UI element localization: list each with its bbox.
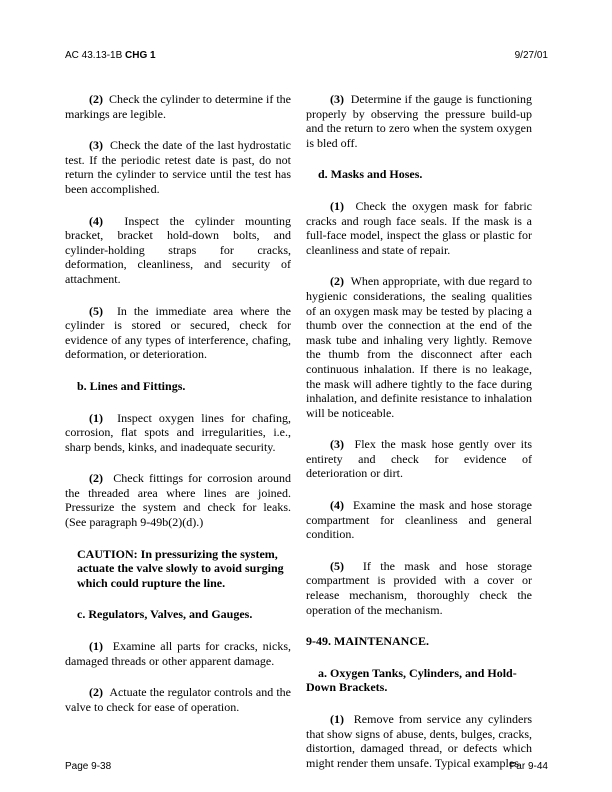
paragraph	[306, 712, 532, 770]
paragraph-number: (4)	[330, 498, 344, 513]
right-column	[306, 92, 532, 787]
paragraph-number: (5)	[89, 303, 103, 318]
subsection-heading: a. Oxygen Tanks, Cylinders, and Hold-Down Brackets.	[306, 665, 517, 695]
paragraph-text: Check fittings for corrosion around the threaded area where lines are joined. Pressurize the system and check for leaks. (See paragraph 9-49b(2)(d).)	[65, 471, 291, 530]
paragraph	[65, 471, 291, 529]
change-number: CHG 1	[125, 50, 156, 61]
paragraph-number: (2)	[89, 685, 103, 700]
paragraph	[306, 274, 532, 420]
paragraph-text: Check the date of the last hydrostatic test. If the periodic retest date is past, do not return the cylinder to service until the test has been accomplished.	[65, 138, 291, 196]
paragraph	[65, 639, 291, 668]
paragraph	[65, 304, 291, 362]
paragraph-text: Examine all parts for cracks, nicks, damaged threads or other apparent damage.	[65, 639, 292, 668]
paragraph-text: Flex the mask hose gently over its entirety and check for evidence of deterioration or dirt.	[306, 437, 533, 481]
paragraph-number: (1)	[330, 198, 344, 213]
caution-note: CAUTION: In pressurizing the system, actuate the valve slowly to avoid surging which could rupture the line.	[77, 546, 284, 590]
footer-paragraph-ref: Par 9-44	[509, 761, 548, 772]
section-heading: 9-49. MAINTENANCE.	[306, 634, 429, 649]
paragraph-text: In the immediate area where the cylinder is stored or secured, check for evidence of any types of interference, chafing, deformation, or deterioration.	[65, 303, 292, 362]
paragraph-number: (2)	[89, 92, 103, 106]
paragraph-number: (1)	[330, 712, 344, 726]
paragraph-number: (5)	[330, 558, 344, 573]
paragraph	[65, 138, 291, 196]
header-date: 9/27/01	[514, 50, 548, 61]
paragraph-text: Check the oxygen mask for fabric cracks and rough face seals. If the mask is a full-face model, inspect the glass or plastic for cleanliness and state of repair.	[306, 198, 533, 257]
paragraph-number: (1)	[89, 639, 103, 654]
paragraph-text: Actuate the regulator controls and the valve to check for ease of operation.	[65, 685, 292, 714]
left-column	[65, 92, 291, 731]
paragraph-text: If the mask and hose storage compartment is provided with a cover or release mechanism, thoroughly check the operation of the mechanism.	[306, 558, 532, 617]
paragraph	[65, 214, 291, 287]
footer-page-number: Page 9-38	[65, 761, 112, 772]
paragraph-text: Check the cylinder to determine if the markings are legible.	[65, 92, 291, 121]
paragraph-text: Examine the mask and hose storage compartment for cleanliness and general condition.	[306, 498, 532, 542]
paragraph-text: Remove from service any cylinders that show signs of abuse, dents, bulges, cracks, distortion, damaged thread, or defects which might render them unsafe. Typical examples	[306, 712, 532, 770]
paragraph-number: (4)	[89, 213, 103, 228]
paragraph-text: When appropriate, with due regard to hygienic considerations, the sealing qualities of an oxygen mask may be tested by placing a thumb over the connection at the end of the mask tube and inhaling very lightly. Remove the thumb from the disconnect after each continuous inhalation. If there is no leakage, the mask will adhere tightly to the face during inhalation, and definite resistance to inhalation will be noticeable.	[306, 274, 532, 420]
paragraph-text: Determine if the gauge is functioning properly by observing the pressure build-up and the return to zero when the system oxygen is bled off.	[306, 92, 532, 150]
doc-id: AC 43.13-1B	[65, 50, 123, 61]
paragraph-text: Inspect the cylinder mounting bracket, bracket hold-down bolts, and cylinder-holding straps for cracks, deformation, cleanliness, and security of attachment.	[65, 213, 291, 286]
paragraph-number: (1)	[89, 410, 103, 425]
paragraph	[306, 437, 532, 481]
subsection-heading: c. Regulators, Valves, and Gauges.	[77, 607, 253, 622]
paragraph	[306, 92, 532, 150]
paragraph-number: (2)	[330, 274, 344, 289]
subsection-heading: b. Lines and Fittings.	[77, 378, 186, 393]
paragraph	[306, 498, 532, 542]
paragraph-number: (3)	[330, 437, 344, 452]
paragraph	[65, 92, 291, 121]
paragraph	[65, 685, 291, 714]
paragraph	[306, 199, 532, 257]
paragraph-number: (2)	[89, 471, 103, 486]
paragraph-number: (3)	[330, 92, 344, 106]
header-doc-id	[65, 50, 156, 62]
paragraph	[306, 559, 532, 617]
subsection-heading: d. Masks and Hoses.	[318, 167, 423, 182]
paragraph-text: Inspect oxygen lines for chafing, corrosion, flat spots and irregularities, i.e., sharp bends, kinks, and inadequate security.	[65, 410, 291, 454]
paragraph-number: (3)	[89, 138, 103, 153]
paragraph	[65, 411, 291, 455]
